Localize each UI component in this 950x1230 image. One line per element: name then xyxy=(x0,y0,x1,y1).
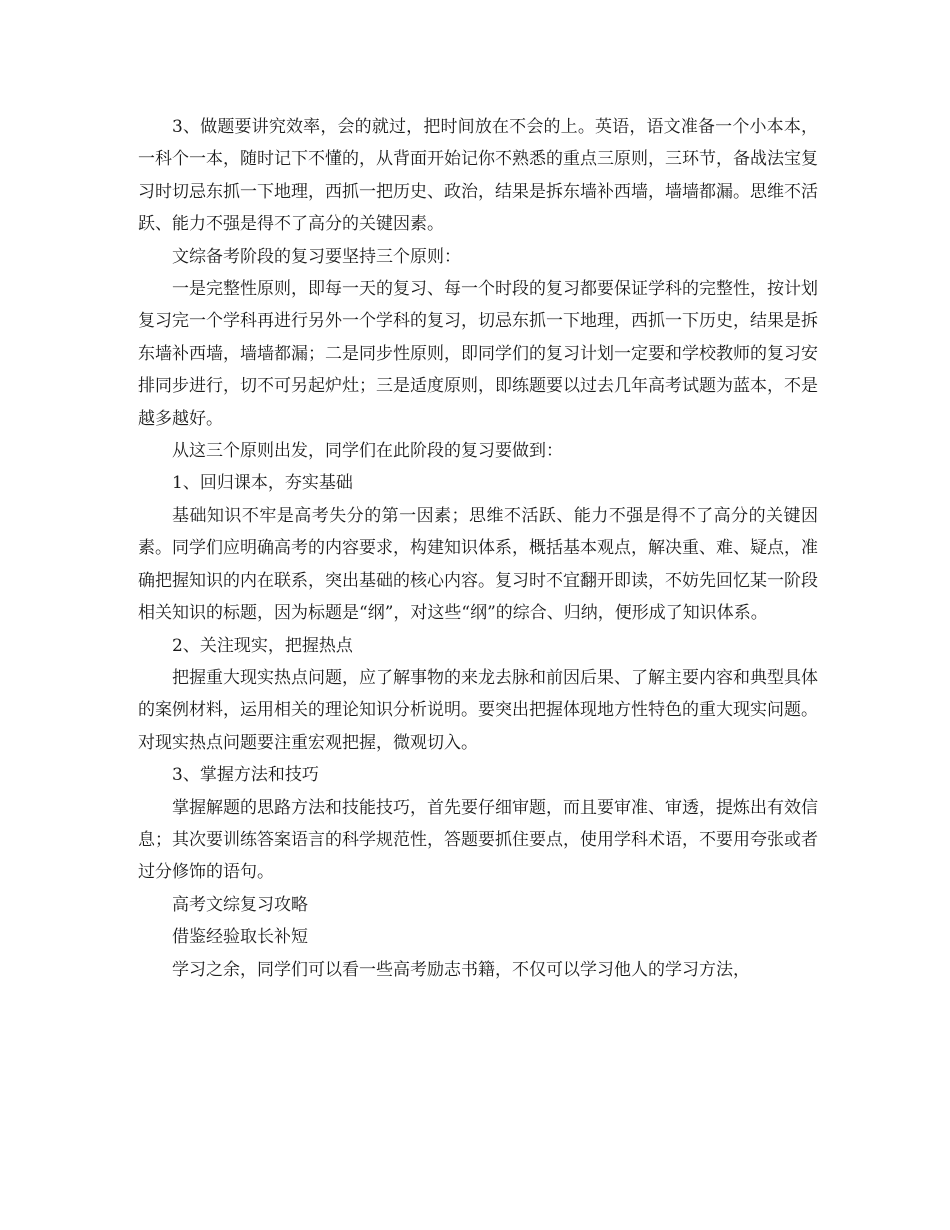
paragraph-4: 从这三个原则出发，同学们在此阶段的复习要做到： xyxy=(172,441,563,462)
document-body xyxy=(138,111,818,986)
section-heading-4: 高考文综复习攻略 xyxy=(172,894,308,915)
section-heading-1: 1、回归课本，夯实基础 xyxy=(172,473,353,494)
paragraph-3: 一是完整性原则，即每一天的复习、每一个时段的复习都要保证学科的完整性，按计划复习完一个学科再进行另外一个学科的复习，切忌东抓一下地理，西抓一下历史，结果是拆东墙补西墙，墙墙都漏；二是同步性原则，即同学们的复习计划一定要和学校教师的复习安排同步进行，切不可另起炉灶；三是适度原则，即练题要以过去几年高考试题为蓝本，不是越多越好。 xyxy=(138,279,818,429)
paragraph-7: 掌握解题的思路方法和技能技巧，首先要仔细审题，而且要审准、审透，提炼出有效信息；其次要训练答案语言的科学规范性，答题要抓住要点，使用学科术语，不要用夸张或者过分修饰的语句。 xyxy=(138,797,818,883)
section-heading-3: 3、掌握方法和技巧 xyxy=(172,765,319,786)
paragraph-6: 把握重大现实热点问题，应了解事物的来龙去脉和前因后果、了解主要内容和典型具体的案例材料，运用相关的理论知识分析说明。要突出把握体现地方性特色的重大现实问题。对现实热点问题要注重宏观把握，微观切入。 xyxy=(138,667,818,753)
paragraph-8: 学习之余，同学们可以看一些高考励志书籍，不仅可以学习他人的学习方法， xyxy=(172,959,750,980)
paragraph-2: 文综备考阶段的复习要坚持三个原则： xyxy=(172,246,461,267)
section-heading-5: 借鉴经验取长补短 xyxy=(172,927,308,948)
paragraph-1: 3、做题要讲究效率，会的就过，把时间放在不会的上。英语，语文准备一个小本本，一科个一本，随时记下不懂的，从背面开始记你不熟悉的重点三原则，三环节，备战法宝复习时切忌东抓一下地理，西抓一把历史、政治，结果是拆东墙补西墙，墙墙都漏。思维不活跃、能力不强是得不了高分的关键因素。 xyxy=(138,117,818,235)
paragraph-5: 基础知识不牢是高考失分的第一因素；思维不活跃、能力不强是得不了高分的关键因素。同学们应明确高考的内容要求，构建知识体系，概括基本观点，解决重、难、疑点，准确把握知识的内在联系，突出基础的核心内容。复习时不宜翻开即读，不妨先回忆某一阶段相关知识的标题，因为标题是“纲”，对这些“纲”的综合、归纳，便形成了知识体系。 xyxy=(138,505,818,624)
section-heading-2: 2、关注现实，把握热点 xyxy=(172,635,353,656)
